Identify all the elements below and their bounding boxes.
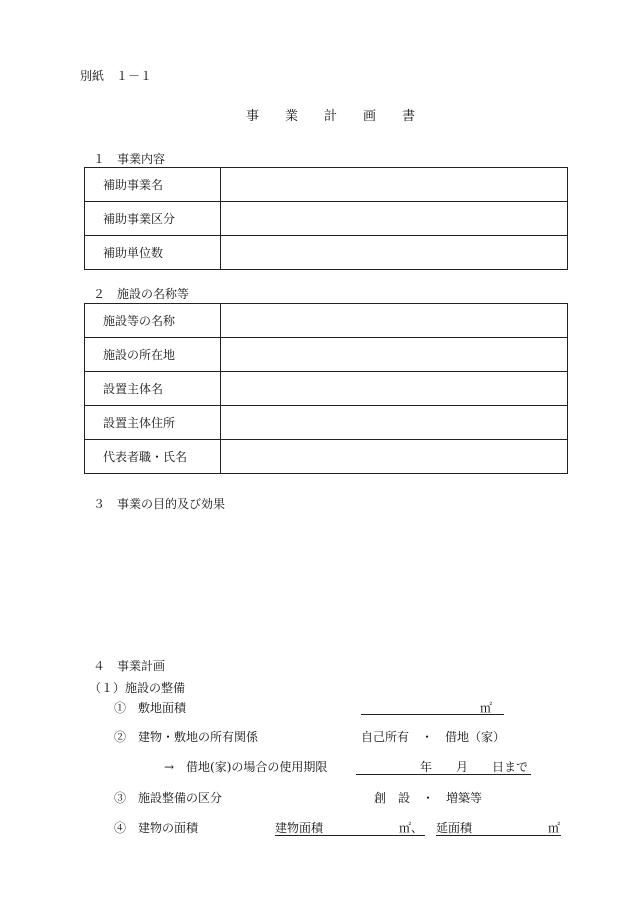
row-label-operator-name: 設置主体名 — [85, 372, 221, 406]
site-area-unit: ㎡ — [480, 701, 493, 715]
section3-heading: ３ 事業の目的及び効果 — [93, 497, 226, 511]
table-row — [85, 406, 568, 440]
document-title: 事 業 計 画 書 — [246, 109, 416, 124]
table-row — [85, 236, 568, 270]
building-area-field[interactable] — [275, 821, 425, 836]
operator-address-field[interactable] — [221, 406, 568, 440]
lease-term-label: → 借地(家)の場合の使用期限 — [164, 760, 328, 774]
table-row — [85, 440, 568, 474]
section2-heading: ２ 施設の名称等 — [93, 287, 190, 301]
row-label-representative: 代表者職・氏名 — [85, 440, 221, 474]
facility-location-field[interactable] — [221, 338, 568, 372]
representative-field[interactable] — [221, 440, 568, 474]
section1-heading: １ 事業内容 — [93, 152, 166, 166]
table-row — [85, 304, 568, 338]
table-row — [85, 338, 568, 372]
ownership-options[interactable]: 自己所有 ・ 借地（家） — [361, 730, 506, 744]
construction-type-options[interactable]: 創 設 ・ 増築等 — [374, 791, 483, 805]
table-row — [85, 168, 568, 202]
table-row — [85, 202, 568, 236]
subsidy-units-field[interactable] — [221, 236, 568, 270]
building-area-sublabel: 建物面積 — [275, 821, 324, 835]
section4-subheading: （１）施設の整備 — [89, 681, 186, 695]
construction-type-label: ③ 施設整備の区分 — [114, 791, 223, 805]
floor-area-sublabel: 延面積 — [436, 821, 473, 835]
row-label-operator-address: 設置主体住所 — [85, 406, 221, 440]
subsidy-project-name-field[interactable] — [221, 168, 568, 202]
site-area-label: ① 敷地面積 — [114, 701, 187, 715]
row-label-subsidy-units: 補助単位数 — [85, 236, 221, 270]
floor-area-unit: ㎡ — [548, 821, 561, 835]
subsidy-project-category-field[interactable] — [221, 202, 568, 236]
section4-heading: ４ 事業計画 — [93, 659, 166, 673]
operator-name-field[interactable] — [221, 372, 568, 406]
floor-area-field[interactable] — [436, 821, 561, 836]
facility-info-table — [84, 303, 568, 474]
row-label-subsidy-project-category: 補助事業区分 — [85, 202, 221, 236]
attachment-label: 別紙 １－１ — [80, 69, 153, 83]
row-label-subsidy-project-name: 補助事業名 — [85, 168, 221, 202]
lease-term-field[interactable] — [356, 760, 531, 775]
facility-name-field[interactable] — [221, 304, 568, 338]
table-row — [85, 372, 568, 406]
lease-term-value: 年 月 日まで — [420, 760, 529, 774]
row-label-facility-name: 施設等の名称 — [85, 304, 221, 338]
ownership-label: ② 建物・敷地の所有関係 — [114, 730, 259, 744]
building-area-unit: ㎡、 — [399, 821, 424, 835]
business-content-table — [84, 167, 568, 270]
site-area-field[interactable] — [361, 700, 504, 715]
row-label-facility-location: 施設の所在地 — [85, 338, 221, 372]
building-area-label: ④ 建物の面積 — [114, 821, 199, 835]
